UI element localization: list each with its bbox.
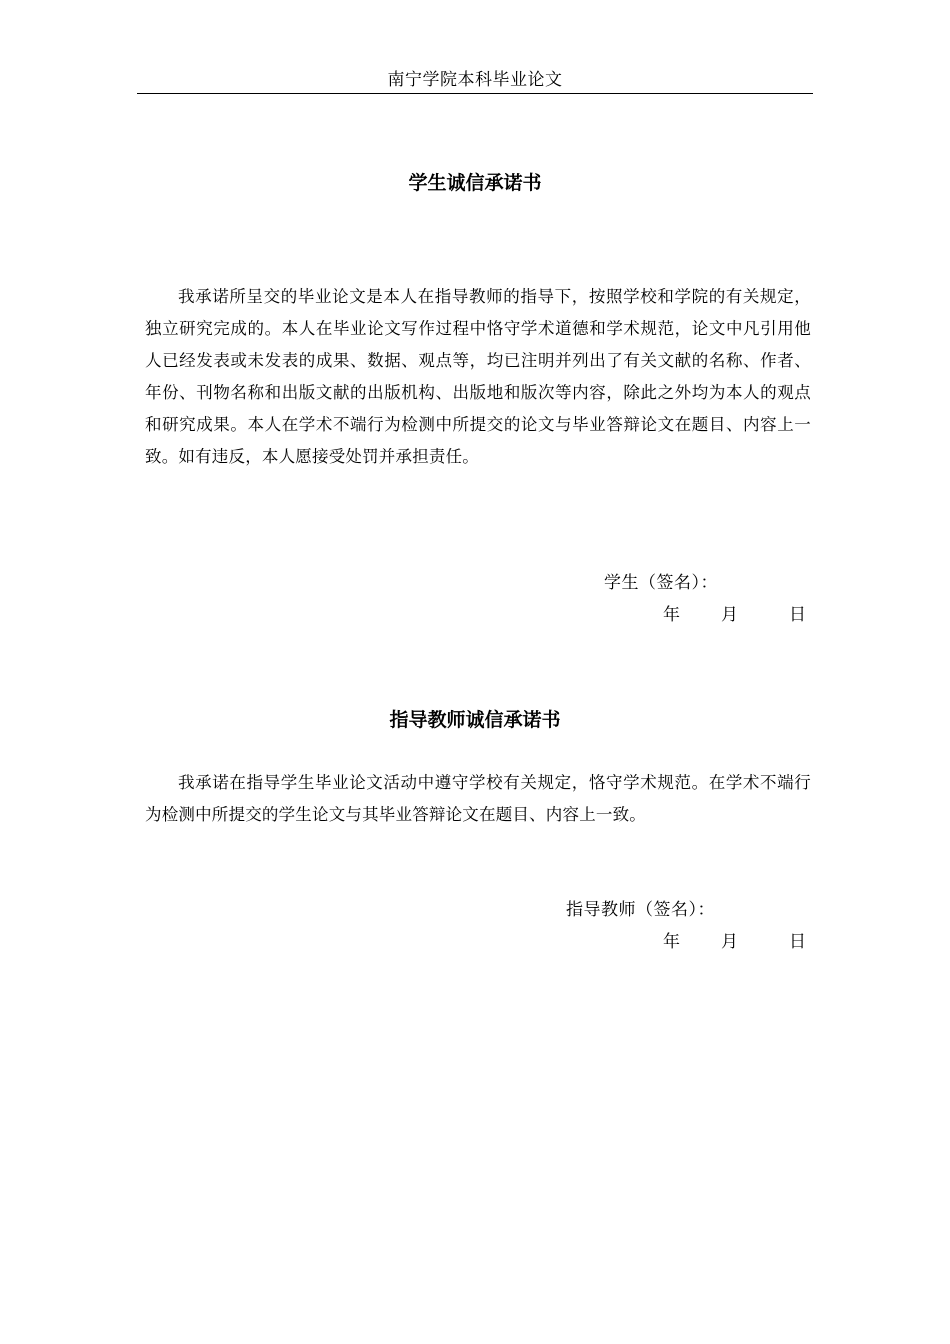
header-divider [137,93,813,94]
teacher-signature-label: 指导教师（签名）： [566,900,715,920]
teacher-date-month: 月 [721,932,738,952]
student-date-month: 月 [721,605,738,625]
student-signature-label: 学生（签名）： [604,573,718,593]
student-pledge-title: 学生诚信承诺书 [408,172,542,194]
student-pledge-body: 我承诺所呈交的毕业论文是本人在指导教师的指导下，按照学校和学院的有关规定，独立研究完成的。本人在毕业论文写作过程中恪守学术道德和学术规范，论文中凡引用他人已经发表或未发表的成果、数据、观点等，均已注明并列出了有关文献的名称、作者、年份、刊物名称和出版文献的出版机构、出版地和版次等内容，除此之外均为本人的观点和研究成果。本人在学术不端行为检测中所提交的论文与毕业答辩论文在题目、内容上一致。如有违反，本人愿接受处罚并承担责任。 [145,287,811,466]
teacher-pledge-body: 我承诺在指导学生毕业论文活动中遵守学校有关规定，恪守学术规范。在学术不端行为检测中所提交的学生论文与其毕业答辩论文在题目、内容上一致。 [145,773,811,824]
teacher-pledge-title: 指导教师诚信承诺书 [389,709,561,731]
student-date-day: 日 [789,605,806,625]
page-header: 南宁学院本科毕业论文 [387,70,563,90]
student-date-year: 年 [663,605,680,625]
teacher-date-day: 日 [789,932,806,952]
teacher-date-year: 年 [663,932,680,952]
